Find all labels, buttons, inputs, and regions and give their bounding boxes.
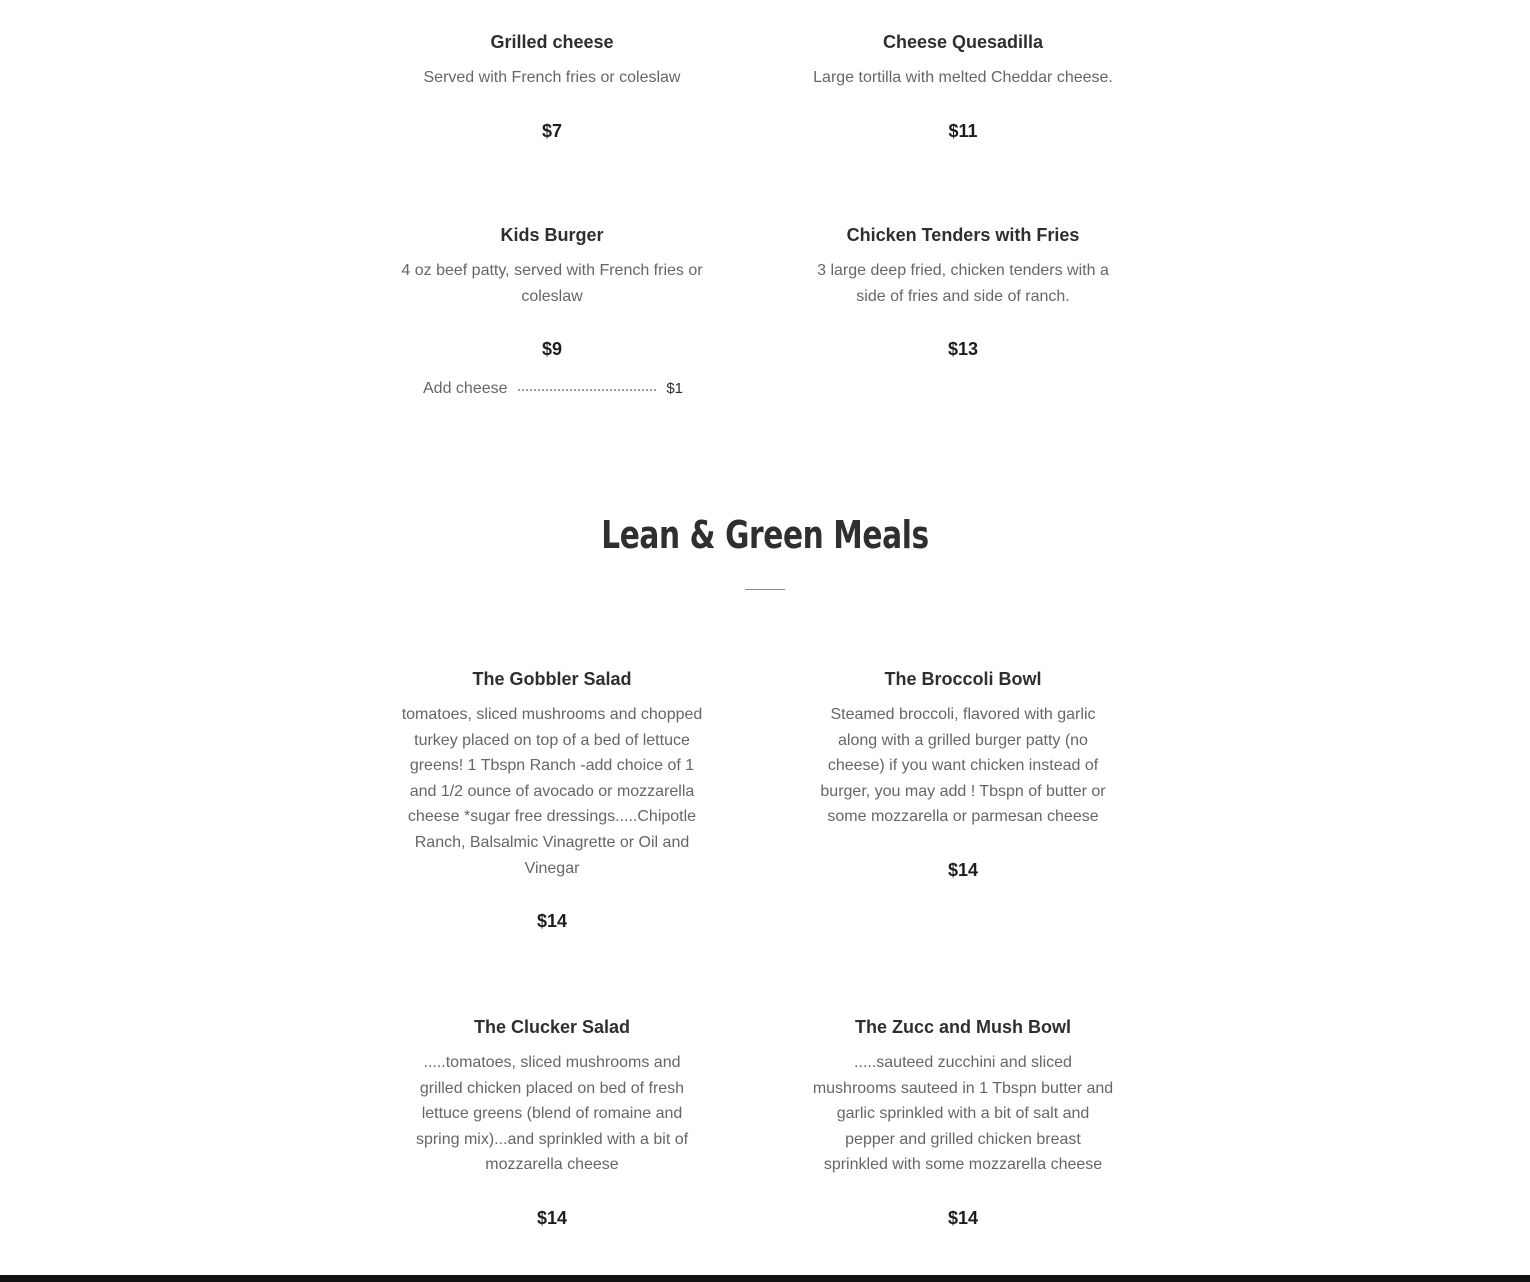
footer-bar [0,1275,1530,1282]
menu-item [392,667,712,933]
menu-item [803,1015,1123,1230]
item-price: $9 [541,339,563,360]
item-description: Steamed broccoli, flavored with garlic along with a grilled burger patty (no cheese) if you want chicken instead of burger, you may add ! Tbspn of butter or some mozzarella or parmesan cheese [820,706,1106,826]
item-price: $7 [541,120,563,141]
item-description: .....tomatoes, sliced mushrooms and grilled chicken placed on bed of fresh lettuce greens (blend of romaine and spring mix)...and sprinkled with a bit of mozzarella cheese [415,1054,689,1174]
item-description: Served with French fries or coleslaw [423,69,681,86]
dotted-leader [518,389,657,391]
item-title: Grilled cheese [490,32,614,52]
item-title: Kids Burger [500,225,604,245]
item-title: The Clucker Salad [473,1017,631,1037]
addon-option [423,380,683,398]
menu-item [392,30,712,143]
section-divider [745,589,785,590]
item-price: $14 [947,859,979,880]
item-price: $14 [536,1207,568,1228]
addon-label: Add cheese [423,380,508,397]
item-price: $14 [947,1207,979,1228]
menu-item [392,1015,712,1230]
addon-price: $1 [666,380,683,397]
item-title: The Gobbler Salad [472,669,632,689]
item-price: $13 [947,339,979,360]
item-description: tomatoes, sliced mushrooms and chopped turkey placed on top of a bed of lettuce greens! 1 Tbspn Ranch -add choice of 1 and 1/2 ounce of avocado or mozzarella cheese *sugar free dressings.....Chipotle Ranch, Balsalmic Vinagrette or Oil and Vinegar [401,706,703,877]
item-description: Large tortilla with melted Cheddar cheese. [813,69,1113,86]
item-description: 3 large deep fried, chicken tenders with a side of fries and side of ranch. [817,262,1109,305]
item-price: $11 [948,120,978,141]
item-title: Cheese Quesadilla [882,32,1044,52]
menu-item [803,30,1123,143]
item-description: .....sauteed zucchini and sliced mushrooms sauteed in 1 Tbspn butter and garlic sprinkled with a bit of salt and pepper and grilled chicken breast sprinkled with some mozzarella cheese [812,1054,1114,1174]
menu-item [392,223,712,361]
item-title: The Zucc and Mush Bowl [854,1017,1071,1037]
item-title: The Broccoli Bowl [884,669,1042,689]
item-title: Chicken Tenders with Fries [846,225,1080,245]
item-price: $14 [536,911,568,932]
item-description: 4 oz beef patty, served with French fries or coleslaw [401,262,703,305]
section-title: Lean & Green Meals [601,513,929,557]
menu-item [803,223,1123,361]
menu-item [803,667,1123,882]
